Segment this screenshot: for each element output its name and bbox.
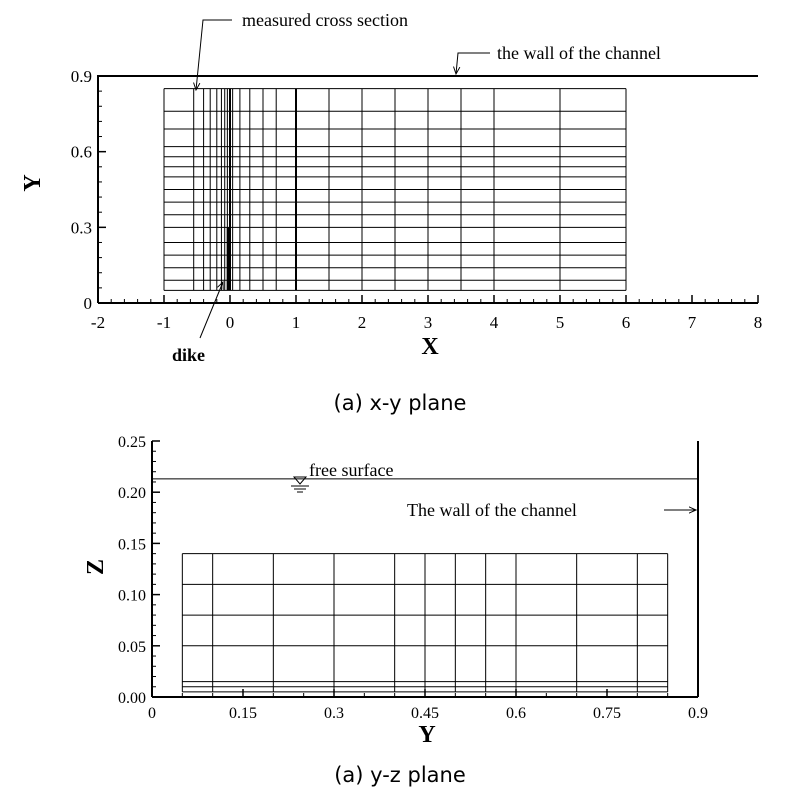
channel-wall-label: the wall of the channel [497, 43, 661, 63]
xy-mesh-grid [164, 89, 626, 291]
yz-y-tick-label: 0.3 [324, 705, 344, 722]
xy-y-tick-label: 0 [83, 294, 92, 313]
xy-x-tick-label: 3 [423, 313, 433, 332]
yz-z-tick-label: 0.25 [118, 434, 146, 451]
xy-x-ticks [91, 295, 762, 332]
xy-y-ticks [71, 67, 106, 313]
yz-y-tick-label: 0 [148, 705, 156, 722]
xy-plane-caption: (a) x-y plane [333, 391, 467, 415]
xy-y-tick-label: 0.6 [70, 142, 92, 162]
yz-y-tick-label: 0.9 [688, 705, 708, 722]
yz-z-tick-label: 0.05 [118, 638, 146, 656]
yz-z-ticks [118, 434, 160, 707]
xy-x-axis-label: X [421, 334, 439, 360]
xy-x-tick-label: 2 [357, 313, 367, 332]
yz-z-tick-label: 0.00 [118, 690, 146, 707]
yz-vertical-axis-label: Z [83, 558, 109, 576]
dike-label: dike [172, 345, 206, 365]
yz-z-tick-label: 0.15 [118, 536, 146, 554]
yz-y-tick-label: 0.45 [411, 705, 439, 722]
xy-x-tick-label: 8 [753, 313, 763, 332]
xy-x-tick-label: -1 [156, 313, 172, 332]
xy-x-tick-label: 0 [225, 313, 235, 332]
yz-channel-wall-label: The wall of the channel [407, 500, 577, 520]
yz-y-ticks [148, 689, 708, 722]
xy-x-tick-label: 5 [555, 313, 565, 332]
yz-y-tick-label: 0.75 [593, 705, 621, 722]
yz-y-tick-label: 0.6 [506, 705, 526, 722]
measured-cross-section-label: measured cross section [242, 10, 408, 30]
yz-mesh-grid [182, 554, 667, 692]
yz-z-tick-label: 0.20 [118, 485, 146, 503]
xy-x-tick-label: 6 [621, 313, 631, 332]
yz-plane-panel [83, 434, 708, 748]
yz-plane-caption: (a) y-z plane [334, 763, 466, 787]
measured-cross-section-pointer [196, 20, 232, 90]
xy-x-tick-label: 4 [489, 313, 499, 332]
xy-x-tick-label: 7 [687, 313, 697, 332]
xy-x-tick-label: 1 [291, 313, 301, 332]
xy-x-tick-label: -2 [90, 313, 106, 332]
xy-y-axis-label: Y [20, 174, 46, 192]
dike-structure [227, 227, 230, 290]
channel-wall-pointer [456, 53, 490, 74]
yz-y-tick-label: 0.15 [229, 705, 257, 722]
dike-block [227, 227, 230, 290]
yz-z-tick-label: 0.10 [118, 587, 146, 605]
xy-y-tick-label: 0.3 [70, 218, 92, 238]
xy-plane-panel [20, 10, 762, 365]
free-surface-label: free surface [309, 460, 394, 480]
yz-horizontal-axis-label: Y [418, 722, 436, 748]
xy-y-tick-label: 0.9 [70, 67, 92, 86]
